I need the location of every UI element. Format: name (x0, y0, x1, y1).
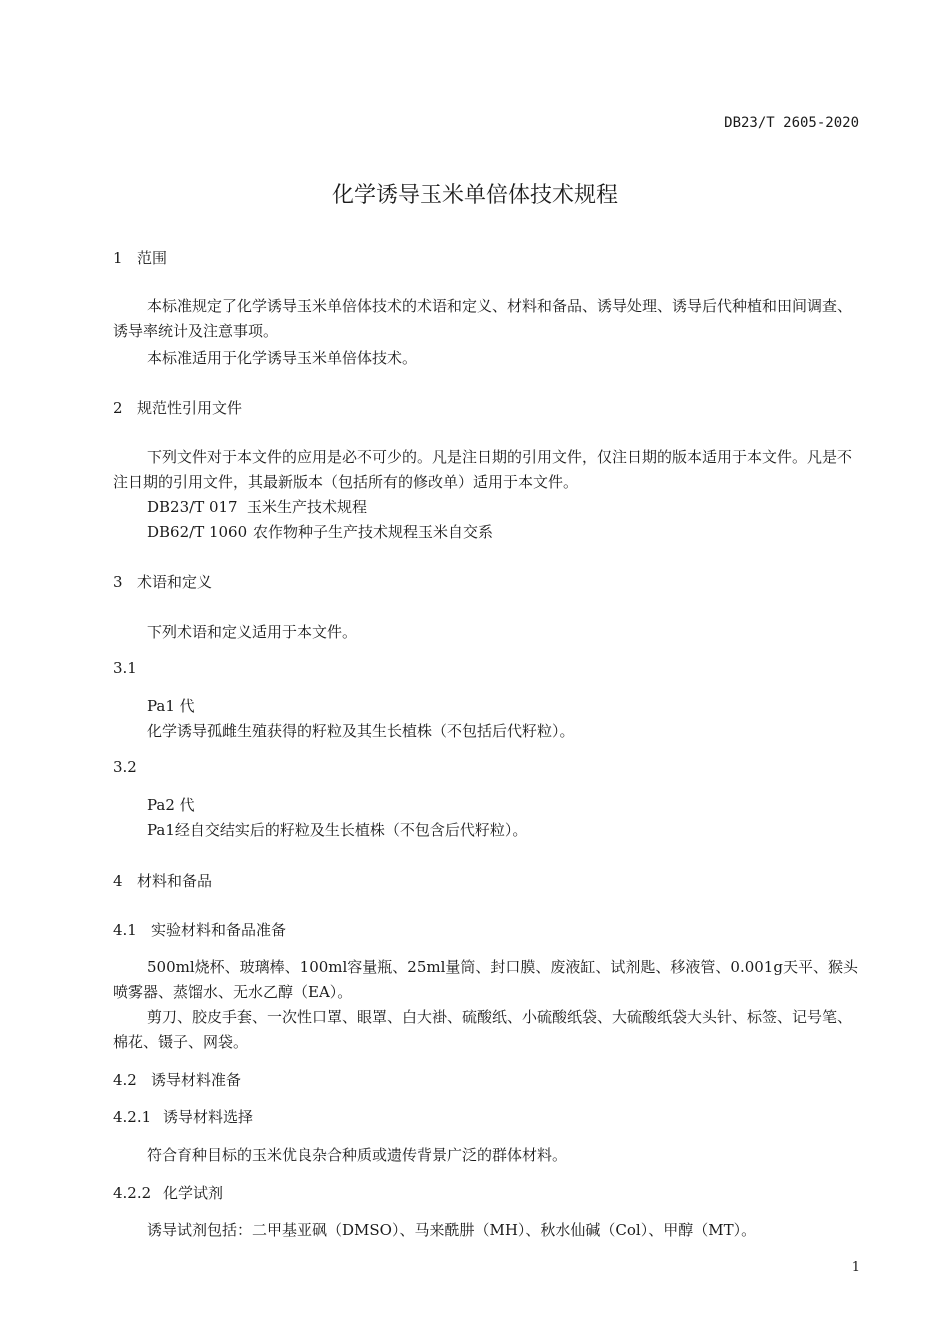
section-1-paragraph-2: 本标准适用于化学诱导玉米单倍体技术。 (147, 349, 418, 367)
section-2-paragraph-1: 下列文件对于本文件的应用是必不可少的。凡是注日期的引用文件，仅注日期的版本适用于本文件。凡是不注日期的引用文件，其最新版本（包括所有的修改单）适用于本文件。 (113, 448, 853, 491)
section-4-2-1-heading (113, 1106, 253, 1127)
term-definition: Pa1经自交结实后的籽粒及生长植株（不包含后代籽粒）。 (147, 821, 528, 839)
section-4-2-heading (113, 1069, 241, 1090)
section-title: 材料和备品 (137, 872, 213, 890)
reference-item (147, 496, 367, 517)
section-number: 4.1 (113, 921, 137, 939)
reference-title: 农作物种子生产技术规程玉米自交系 (253, 523, 494, 541)
section-title: 化学试剂 (163, 1184, 224, 1202)
section-number: 3 (113, 573, 123, 591)
reference-title: 玉米生产技术规程 (247, 498, 368, 516)
section-4-heading (113, 870, 212, 891)
section-4-1-paragraph-1: 500ml烧杯、玻璃棒、100ml容量瓶、25ml量筒、封口膜、废液缸、试剂匙、移液管、0.001g天平、猴头喷雾器、蒸馏水、无水乙醇（EA）。 (113, 958, 858, 1001)
section-number: 4.2.1 (113, 1108, 152, 1126)
term-definition: 化学诱导孤雌生殖获得的籽粒及其生长植株（不包括后代籽粒）。 (147, 722, 575, 740)
section-4-2-2-heading (113, 1182, 223, 1203)
section-number: 1 (113, 249, 123, 267)
section-3-paragraph-1: 下列术语和定义适用于本文件。 (147, 623, 358, 641)
section-title: 诱导材料准备 (151, 1071, 242, 1089)
reference-code: DB23/T 017 (147, 498, 238, 516)
document-title: 化学诱导玉米单倍体技术规程 (331, 183, 618, 208)
document-code: DB23/T 2605-2020 (724, 115, 859, 131)
reference-item (147, 521, 493, 542)
section-title: 术语和定义 (137, 573, 213, 591)
section-4-1-paragraph-2: 剪刀、胶皮手套、一次性口罩、眼罩、白大褂、硫酸纸、小硫酸纸袋、大硫酸纸袋大头针、标签、记号笔、棉花、镊子、网袋。 (113, 1008, 853, 1051)
section-number: 4.2 (113, 1071, 137, 1089)
section-title: 实验材料和备品准备 (151, 921, 287, 939)
term-number: 3.1 (113, 659, 137, 677)
section-title: 规范性引用文件 (137, 399, 243, 417)
section-3-heading (113, 571, 212, 592)
term-number: 3.2 (113, 758, 137, 776)
section-title: 范围 (137, 249, 168, 267)
page-number: 1 (851, 1260, 860, 1275)
section-4-1-heading (113, 919, 286, 940)
section-4-2-2-paragraph: 诱导试剂包括：二甲基亚砜（DMSO）、马来酰肼（MH）、秋水仙碱（Col）、甲醇（MT）。 (147, 1221, 757, 1239)
section-1-heading (113, 247, 167, 268)
term-name: Pa1 代 (147, 697, 195, 715)
term-name: Pa2 代 (147, 796, 195, 814)
section-number: 4 (113, 872, 123, 890)
section-4-2-1-paragraph: 符合育种目标的玉米优良杂合种质或遗传背景广泛的群体材料。 (147, 1146, 568, 1164)
section-number: 4.2.2 (113, 1184, 152, 1202)
section-2-heading (113, 397, 242, 418)
section-1-paragraph-1: 本标准规定了化学诱导玉米单倍体技术的术语和定义、材料和备品、诱导处理、诱导后代种植和田间调查、诱导率统计及注意事项。 (113, 297, 853, 340)
reference-code: DB62/T 1060 (147, 523, 248, 541)
section-number: 2 (113, 399, 123, 417)
section-title: 诱导材料选择 (163, 1108, 254, 1126)
